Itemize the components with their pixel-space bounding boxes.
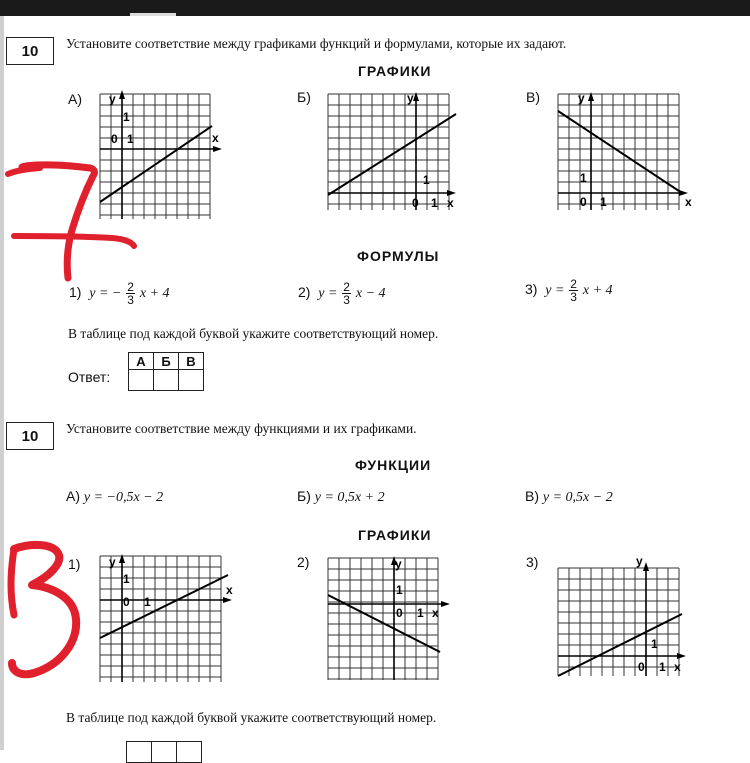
- tick-one-label: 1: [123, 110, 130, 124]
- tick-one-label: 1: [651, 637, 658, 651]
- answer-header-a: А: [129, 353, 154, 370]
- answer-cell-c[interactable]: [177, 742, 202, 763]
- tick-one-label: 1: [123, 572, 130, 586]
- origin-label: 0: [638, 660, 645, 674]
- tick-one-label: 1: [396, 583, 403, 597]
- graph-label-a: А): [68, 91, 82, 107]
- origin-label: 0: [412, 196, 419, 210]
- top-bar: [0, 0, 750, 16]
- tab-indicator: [130, 13, 176, 16]
- function-line: [558, 111, 682, 193]
- y-axis-label: y: [395, 557, 402, 571]
- graph-label-2: 2): [297, 554, 310, 570]
- x-axis-label: x: [432, 606, 439, 620]
- tick-one-label: 1: [417, 606, 424, 620]
- graph-label-c: В): [526, 89, 540, 105]
- formula-2: 2) y = $\frac{2}{3}$ x − 4: [298, 280, 386, 307]
- graph-1: [100, 556, 240, 684]
- task-number-box: 10: [6, 422, 54, 450]
- graph-label-1: 1): [68, 556, 81, 572]
- tick-one-label: 1: [423, 173, 430, 187]
- left-edge: [0, 16, 4, 750]
- answer-cell-b[interactable]: [152, 742, 177, 763]
- function-b: Б) y = 0,5x + 2: [297, 488, 385, 505]
- x-axis-label: x: [685, 195, 692, 209]
- tick-one-label: 1: [431, 196, 438, 210]
- graphs-heading: ГРАФИКИ: [358, 527, 432, 543]
- x-axis-label: x: [447, 196, 454, 210]
- y-axis-label: y: [636, 554, 643, 568]
- formulas-heading: ФОРМУЛЫ: [357, 248, 440, 264]
- task-number-box: 10: [6, 37, 54, 65]
- y-axis-label: y: [407, 91, 414, 105]
- origin-label: 0: [396, 606, 403, 620]
- y-axis-label: y: [109, 92, 116, 106]
- x-axis-label: x: [674, 660, 681, 674]
- answer-table: [128, 352, 204, 391]
- answer-cell-b[interactable]: [154, 370, 179, 391]
- x-axis-label: x: [226, 583, 233, 597]
- tick-one-label: 1: [144, 595, 151, 609]
- answer-header-b: Б: [154, 353, 179, 370]
- table-instruction: В таблице под каждой буквой укажите соответствующий номер.: [68, 326, 439, 341]
- tick-one-label: 1: [127, 132, 134, 146]
- function-line: [328, 114, 456, 195]
- graph-3: [558, 554, 692, 680]
- tick-one-label: 1: [659, 660, 666, 674]
- x-axis-label: x: [212, 131, 219, 145]
- origin-label: 0: [111, 132, 118, 146]
- y-axis-label: y: [578, 91, 585, 105]
- function-c: В) y = 0,5x − 2: [525, 488, 613, 505]
- function-line: [100, 575, 228, 638]
- answer-cell-a[interactable]: [129, 370, 154, 391]
- graph-label-b: Б): [297, 89, 311, 105]
- graph-b: [328, 91, 460, 212]
- handwritten-three: [0, 535, 100, 685]
- origin-label: 0: [580, 195, 587, 209]
- function-a: А) y = −0,5x − 2: [66, 488, 164, 505]
- y-axis-label: y: [109, 555, 116, 569]
- graph-c: [558, 91, 694, 212]
- functions-heading: ФУНКЦИИ: [355, 457, 432, 473]
- table-instruction: В таблице под каждой буквой укажите соответствующий номер.: [66, 710, 437, 725]
- answer-header-c: В: [179, 353, 204, 370]
- formula-1: 1) y = − $\frac{2}{3}$ x + 4: [69, 280, 170, 307]
- task-instruction: Установите соответствие между функциями и их графиками.: [66, 421, 417, 436]
- task-instruction: Установите соответствие между графиками функций и формулами, которые их задают.: [66, 36, 567, 51]
- tick-one-label: 1: [600, 195, 607, 209]
- answer-cell-a[interactable]: [127, 742, 152, 763]
- tick-one-label: 1: [580, 171, 587, 185]
- answer-label: Ответ:: [68, 369, 111, 385]
- formula-3: 3) y = $\frac{2}{3}$ x + 4: [525, 277, 613, 304]
- graph-2: [328, 558, 462, 682]
- graph-label-3: 3): [526, 554, 539, 570]
- graphs-heading: ГРАФИКИ: [358, 63, 432, 79]
- answer-cell-c[interactable]: [179, 370, 204, 391]
- answer-table: [126, 741, 202, 763]
- graph-a: [100, 94, 226, 226]
- origin-label: 0: [123, 595, 130, 609]
